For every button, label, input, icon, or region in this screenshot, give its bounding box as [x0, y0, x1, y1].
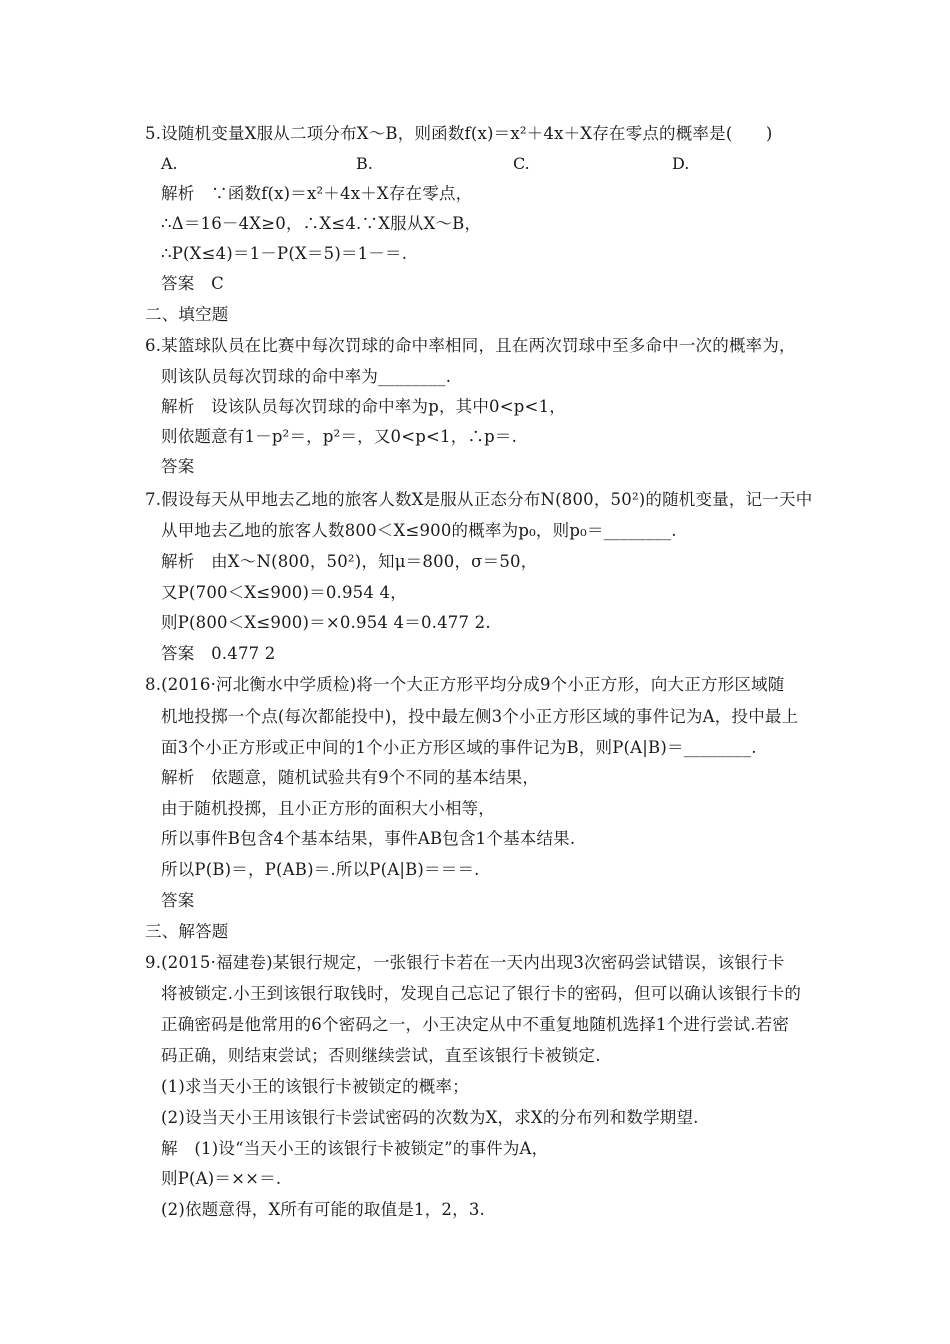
q6-analysis-line: 则依题意有1－p²＝，p²＝，又0<p<1，∴p＝.: [161, 427, 518, 446]
section-heading-fill-in: 二、填空题: [145, 305, 229, 324]
q6-analysis-line: 解析 设该队员每次罚球的命中率为p，其中0<p<1，: [161, 397, 566, 416]
q5-analysis-line: ∴P(X≤4)＝1－P(X＝5)＝1－＝.: [161, 244, 408, 263]
q7-analysis-line: 解析 由X～N(800，50²)，知μ＝800，σ＝50，: [161, 552, 538, 571]
q8-analysis-line: 所以事件B包含4个基本结果，事件AB包含1个基本结果.: [161, 829, 576, 848]
q5-option-d: D.: [672, 154, 690, 173]
q9-solution-line: (2)依题意得，X所有可能的取值是1，2，3.: [161, 1200, 485, 1219]
q9-stem-line: 将被锁定.小王到该银行取钱时，发现自己忘记了银行卡的密码，但可以确认该银行卡的: [161, 984, 802, 1003]
q7-analysis-line: 则P(800＜X≤900)＝×0.954 4＝0.477 2.: [161, 613, 491, 632]
q8-analysis-line: 所以P(B)＝，P(AB)＝.所以P(A|B)＝＝＝.: [161, 860, 480, 879]
q5-answer: 答案 C: [161, 274, 224, 293]
q7-analysis-line: 又P(700＜X≤900)＝0.954 4，: [161, 583, 407, 602]
q7-answer: 答案 0.477 2: [161, 644, 276, 663]
q9-part-2: (2)设当天小王用该银行卡尝试密码的次数为X，求X的分布列和数学期望.: [161, 1108, 699, 1127]
q7-stem-line: 7.假设每天从甲地去乙地的旅客人数X是服从正态分布N(800，50²)的随机变量，记一天中: [145, 490, 813, 509]
q8-analysis-line: 由于随机投掷，且小正方形的面积大小相等，: [161, 799, 495, 818]
q5-option-a: A.: [161, 154, 178, 173]
q5-analysis-line: 解析 ∵函数f(x)＝x²＋4x＋X存在零点，: [161, 184, 473, 203]
q5-option-b: B.: [356, 154, 373, 173]
q9-solution-line: 解 (1)设“当天小王的该银行卡被锁定”的事件为A，: [161, 1139, 549, 1158]
q6-stem-line: 6.某篮球队员在比赛中每次罚球的命中率相同，且在两次罚球中至多命中一次的概率为，: [145, 336, 796, 355]
q6-stem-line: 则该队员每次罚球的命中率为________.: [161, 367, 452, 386]
q8-answer: 答案: [161, 891, 195, 910]
q8-stem-line: 机地投掷一个点(每次都能投中)，投中最左侧3个小正方形区域的事件记为A，投中最上: [161, 707, 799, 726]
q6-answer: 答案: [161, 457, 195, 476]
q9-solution-line: 则P(A)＝××＝.: [161, 1169, 282, 1188]
q9-stem-line: 9.(2015·福建卷)某银行规定，一张银行卡若在一天内出现3次密码尝试错误，该银行卡: [145, 953, 785, 972]
q9-stem-line: 码正确，则结束尝试；否则继续尝试，直至该银行卡被锁定.: [161, 1046, 601, 1065]
section-heading-solve: 三、解答题: [145, 922, 229, 941]
q5-analysis-line: ∴Δ＝16－4X≥0，∴X≤4.∵X服从X～B，: [161, 214, 482, 233]
q8-stem-line: 面3个小正方形或正中间的1个小正方形区域的事件记为B，则P(A|B)＝________.: [161, 738, 757, 757]
q9-stem-line: 正确密码是他常用的6个密码之一，小王决定从中不重复地随机选择1个进行尝试.若密: [161, 1015, 790, 1034]
q8-stem-line: 8.(2016·河北衡水中学质检)将一个大正方形平均分成9个小正方形，向大正方形区域随: [145, 675, 785, 694]
q5-stem: 5.设随机变量X服从二项分布X～B，则函数f(x)＝x²＋4x＋X存在零点的概率是( ): [145, 124, 773, 143]
q5-option-c: C.: [513, 154, 530, 173]
q9-part-1: (1)求当天小王的该银行卡被锁定的概率；: [161, 1077, 469, 1096]
q7-stem-line: 从甲地去乙地的旅客人数800＜X≤900的概率为p₀，则p₀＝________.: [161, 521, 677, 540]
q8-analysis-line: 解析 依题意，随机试验共有9个不同的基本结果，: [161, 768, 540, 787]
